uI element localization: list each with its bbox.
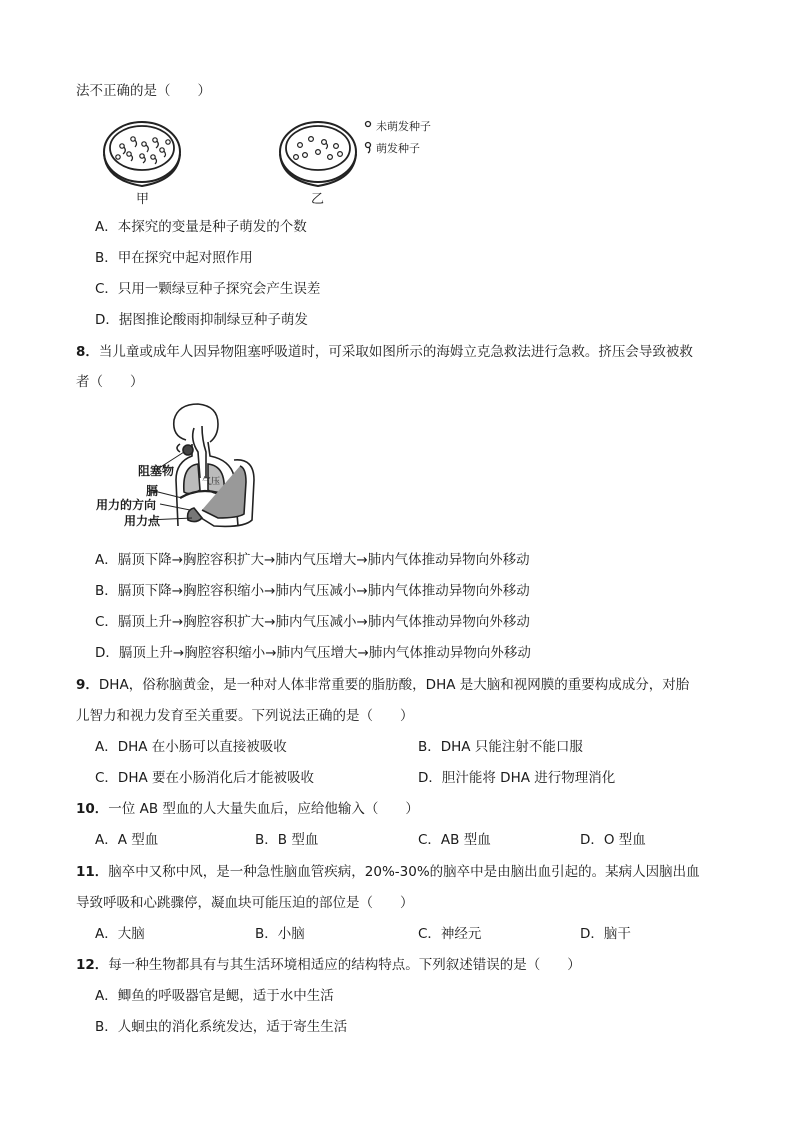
q8-option-b: B．膈顶下降→胸腔容积缩小→肺内气压减小→肺内气体推动异物向外移动 [95,583,530,599]
dish-a-label: 甲 [136,192,150,207]
q10-option-c: C．AB 型血 [418,832,491,848]
q8-stem-line1: 8．当儿童或成年人因异物阻塞呼吸道时，可采取如图所示的海姆立克急救法进行急救。挤压会导致被救 [76,344,693,360]
air-pressure-label: 气压 [202,477,221,487]
q12-option-b: B．人蛔虫的消化系统发达，适于寄生生活 [95,1019,348,1035]
q11-number: 11． [76,864,109,880]
q10-option-d: D．O 型血 [580,832,646,848]
q10-option-a: A．A 型血 [95,832,159,848]
q8-option-c: C．膈顶上升→胸腔容积扩大→肺内气压减小→肺内气体推动异物向外移动 [95,614,530,630]
q7-option-c: C．只用一颗绿豆种子探究会产生误差 [95,281,321,297]
q10-stem: 10．一位 AB 型血的人大量失血后，应给他输入（ ） [76,801,419,817]
q9-option-d: D．胆汁能将 DHA 进行物理消化 [418,770,616,786]
dish-a [104,122,180,186]
label-force-direction: 用力的方向 [96,498,157,512]
q12-option-a: A．鲫鱼的呼吸器官是鳃，适于水中生活 [95,988,334,1004]
label-diaphragm: 膈 [146,484,159,498]
heimlich-figure [94,400,264,536]
q7-option-d: D．据图推论酸雨抑制绿豆种子萌发 [95,312,308,328]
q7-option-a: A．本探究的变量是种子萌发的个数 [95,219,307,235]
q11-option-b: B．小脑 [255,926,305,942]
label-obstruction: 阻塞物 [138,464,175,478]
q7-option-b: B．甲在探究中起对照作用 [95,250,253,266]
q8-number: 8． [76,344,99,360]
q11-option-c: C．神经元 [418,926,482,942]
legend-ungerminated: 未萌发种子 [376,120,431,133]
q8-stem-line2: 者（ ） [76,374,144,390]
q9-option-b: B．DHA 只能注射不能口服 [418,739,583,755]
q9-stem-line2: 儿智力和视力发育至关重要。下列说法正确的是（ ） [76,708,414,724]
q10-number: 10． [76,801,109,817]
q11-option-d: D．脑干 [580,926,631,942]
q10-option-b: B．B 型血 [255,832,319,848]
q8-option-a: A．膈顶下降→胸腔容积扩大→肺内气压增大→肺内气体推动异物向外移动 [95,552,530,568]
dish-b-label: 乙 [311,192,325,207]
q9-option-a: A．DHA 在小肠可以直接被吸收 [95,739,287,755]
q11-stem-line1: 11．脑卒中又称中风，是一种急性脑血管疾病，20%-30%的脑卒中是由脑出血引起的。某病人因脑出血 [76,864,700,880]
q9-option-c: C．DHA 要在小肠消化后才能被吸收 [95,770,314,786]
q12-stem: 12．每一种生物都具有与其生活环境相适应的结构特点。下列叙述错误的是（ ） [76,957,581,973]
ungerminated-seed-icon [366,122,371,127]
q9-number: 9． [76,677,99,693]
dish-b [280,122,356,186]
q11-option-a: A．大脑 [95,926,145,942]
q8-option-d: D．膈顶上升→胸腔容积缩小→肺内气压增大→肺内气体推动异物向外移动 [95,645,531,661]
q7-stem-tail: 法不正确的是（ ） [76,83,211,99]
germinated-seed-icon [366,143,371,154]
q12-number: 12． [76,957,109,973]
q11-stem-line2: 导致呼吸和心跳骤停，凝血块可能压迫的部位是（ ） [76,895,414,911]
q9-stem-line1: 9．DHA，俗称脑黄金，是一种对人体非常重要的脂肪酸，DHA 是大脑和视网膜的重要构成成分，对胎 [76,677,690,693]
legend-germinated: 萌发种子 [376,142,420,155]
label-force-point: 用力点 [124,514,161,528]
